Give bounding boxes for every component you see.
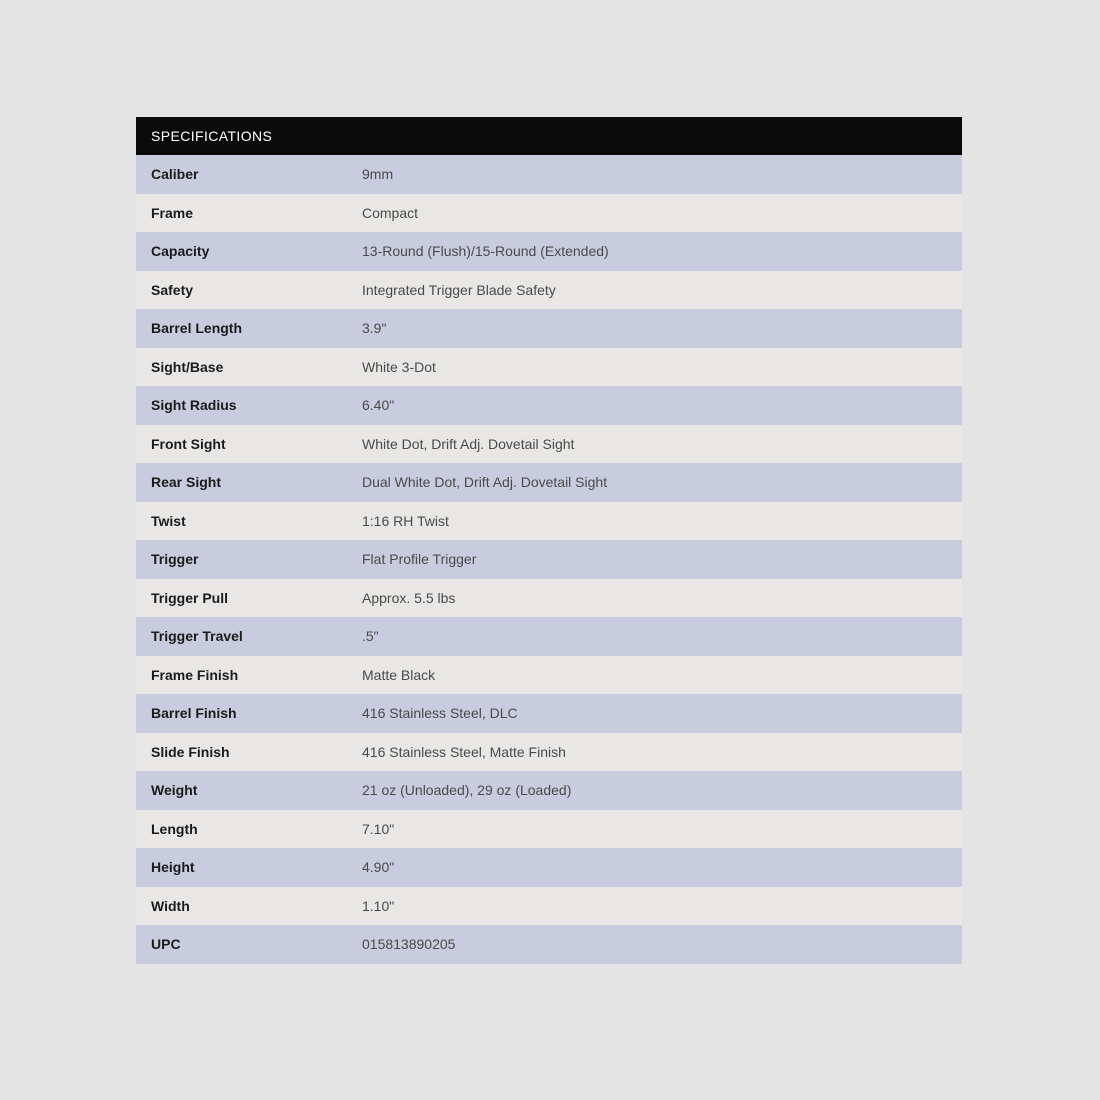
table-row (136, 694, 962, 733)
spec-label: Height (151, 859, 195, 876)
spec-value: Flat Profile Trigger (362, 551, 477, 568)
spec-value: 13-Round (Flush)/15-Round (Extended) (362, 243, 609, 260)
table-row (136, 386, 962, 425)
table-row (136, 656, 962, 695)
spec-label: Barrel Length (151, 320, 243, 337)
spec-value: 6.40" (362, 397, 395, 414)
spec-label: Rear Sight (151, 474, 222, 491)
spec-value: 1:16 RH Twist (362, 512, 449, 529)
spec-value: 416 Stainless Steel, DLC (362, 705, 518, 722)
spec-value: Approx. 5.5 lbs (362, 589, 456, 606)
spec-label: Frame (151, 204, 194, 221)
spec-label: Slide Finish (151, 743, 230, 760)
spec-label: Frame Finish (151, 666, 239, 683)
specifications-header: SPECIFICATIONS (136, 117, 962, 155)
spec-label: Length (151, 820, 198, 837)
spec-label: Trigger (151, 551, 199, 568)
spec-value: 9mm (362, 166, 394, 183)
table-row (136, 502, 962, 541)
spec-label: Caliber (151, 166, 199, 183)
table-row (136, 733, 962, 772)
spec-label: Safety (151, 281, 194, 298)
spec-label: Front Sight (151, 435, 226, 452)
table-row (136, 232, 962, 271)
table-row (136, 848, 962, 887)
spec-value: 7.10" (362, 820, 395, 837)
table-row (136, 348, 962, 387)
spec-value: .5" (362, 628, 379, 645)
spec-value: 416 Stainless Steel, Matte Finish (362, 743, 566, 760)
spec-label: UPC (151, 936, 181, 953)
spec-value: 4.90" (362, 859, 395, 876)
table-row (136, 540, 962, 579)
spec-value: 1.10" (362, 897, 395, 914)
table-row (136, 579, 962, 618)
spec-label: Capacity (151, 243, 210, 260)
spec-label: Sight/Base (151, 358, 224, 375)
table-row (136, 810, 962, 849)
spec-label: Width (151, 897, 190, 914)
table-row (136, 155, 962, 194)
table-row (136, 425, 962, 464)
specifications-table (136, 117, 962, 964)
table-row (136, 617, 962, 656)
table-row (136, 463, 962, 502)
table-row (136, 771, 962, 810)
table-row (136, 194, 962, 233)
spec-value: White Dot, Drift Adj. Dovetail Sight (362, 435, 575, 452)
table-row (136, 887, 962, 926)
spec-label: Twist (151, 512, 186, 529)
spec-label: Barrel Finish (151, 705, 237, 722)
spec-label: Trigger Pull (151, 589, 229, 606)
spec-value: 3.9" (362, 320, 387, 337)
spec-value: Matte Black (362, 666, 436, 683)
spec-value: 015813890205 (362, 936, 456, 953)
spec-rows-container (136, 155, 962, 964)
table-row (136, 309, 962, 348)
spec-value: White 3-Dot (362, 358, 436, 375)
spec-value: Dual White Dot, Drift Adj. Dovetail Sight (362, 474, 608, 491)
table-row (136, 925, 962, 964)
spec-label: Trigger Travel (151, 628, 243, 645)
spec-value: Integrated Trigger Blade Safety (362, 281, 556, 298)
spec-value: 21 oz (Unloaded), 29 oz (Loaded) (362, 782, 572, 799)
table-row (136, 271, 962, 310)
spec-label: Weight (151, 782, 198, 799)
spec-label: Sight Radius (151, 397, 237, 414)
spec-value: Compact (362, 204, 419, 221)
